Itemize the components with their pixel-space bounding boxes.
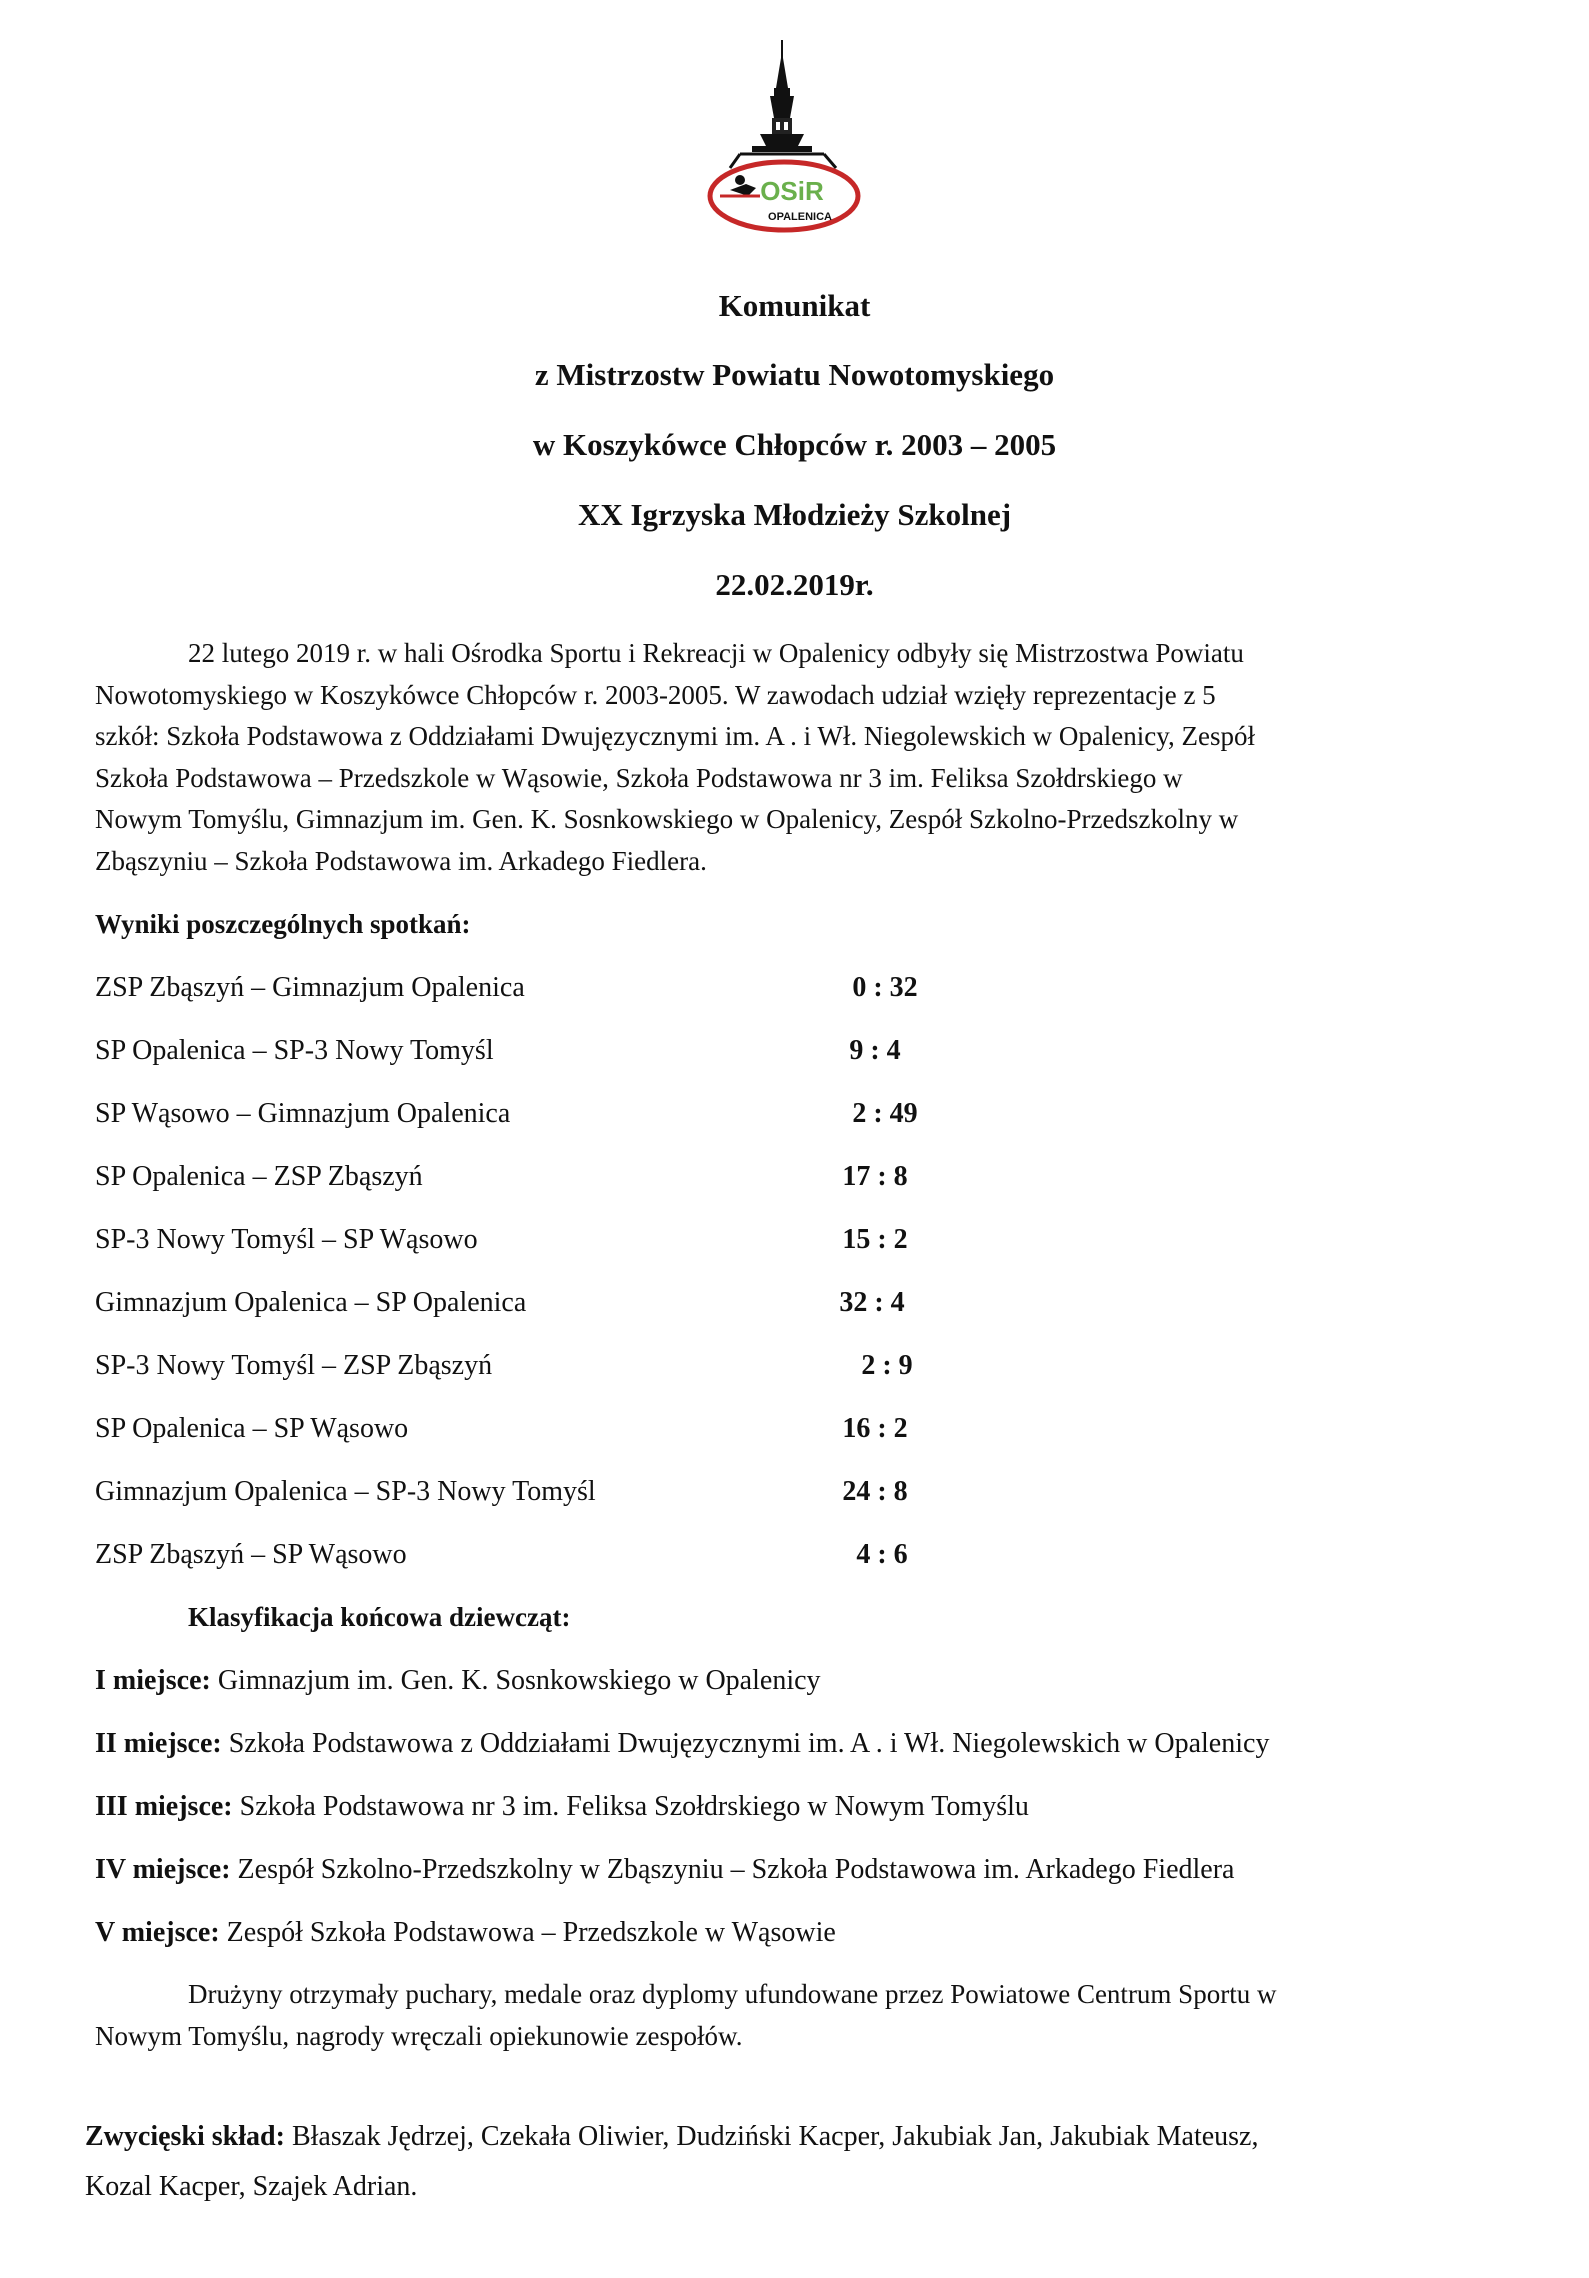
match-name: SP-3 Nowy Tomyśl – ZSP Zbąszyń	[95, 1350, 493, 1381]
intro-paragraph	[95, 633, 1495, 882]
intro-line-6: Zbąszyniu – Szkoła Podstawowa im. Arkadego Fiedlera.	[95, 845, 707, 876]
place-row	[95, 1722, 1515, 1766]
place-row	[95, 1911, 1515, 1955]
closing-line-2: Nowym Tomyślu, nagrody wręczali opiekunowie zespołów.	[95, 2020, 743, 2051]
place-team: Zespół Szkoła Podstawowa – Przedszkole w Wąsowie	[226, 1917, 836, 1948]
winners-line-2: Kozal Kacper, Szajek Adrian.	[85, 2171, 418, 2202]
title-line-4: XX Igrzyska Młodzieży Szkolnej	[577, 497, 1012, 532]
place-row	[95, 1659, 1515, 1703]
title-line-3: w Koszykówce Chłopców r. 2003 – 2005	[532, 427, 1057, 462]
winners-label: Zwycięski skład:	[85, 2121, 285, 2152]
place-label: I miejsce:	[95, 1665, 211, 1696]
match-name: SP Opalenica – SP Wąsowo	[95, 1413, 409, 1444]
place-label: II miejsce:	[95, 1728, 222, 1759]
match-score: 16 : 2	[842, 1413, 908, 1444]
match-score: 17 : 8	[842, 1161, 908, 1192]
place-team: Zespół Szkolno-Przedszkolny w Zbąszyniu – Szkoła Podstawowa im. Arkadego Fiedlera	[237, 1854, 1235, 1885]
place-label: IV miejsce:	[95, 1854, 231, 1885]
match-row	[95, 1281, 905, 1325]
place-row	[95, 1785, 1515, 1829]
winners-line-1: Zwycięski skład: Błaszak Jędrzej, Czekała Oliwier, Dudziński Kacper, Jakubiak Jan, Jakubiak Mateusz,	[85, 2121, 1259, 2152]
results-heading: Wyniki poszczególnych spotkań:	[95, 909, 471, 939]
match-score: 15 : 2	[842, 1224, 908, 1255]
match-score: 32 : 4	[839, 1287, 905, 1318]
match-row	[95, 1092, 918, 1136]
place-label: V miejsce:	[95, 1917, 220, 1948]
match-row	[95, 1470, 908, 1514]
match-name: SP Wąsowo – Gimnazjum Opalenica	[95, 1098, 511, 1129]
match-score: 2 : 49	[852, 1098, 918, 1129]
classification-heading: Klasyfikacja końcowa dziewcząt:	[188, 1602, 571, 1632]
match-row	[95, 1344, 913, 1388]
match-row	[95, 1029, 901, 1073]
match-name: SP-3 Nowy Tomyśl – SP Wąsowo	[95, 1224, 478, 1255]
intro-line-4: Szkoła Podstawowa – Przedszkole w Wąsowie, Szkoła Podstawowa nr 3 im. Feliksa Szołdrskiego w	[95, 762, 1183, 793]
winners-paragraph	[85, 2112, 1505, 2212]
match-score: 2 : 9	[861, 1350, 913, 1381]
osir-logo	[700, 38, 870, 238]
match-row	[95, 1218, 908, 1262]
match-score: 0 : 32	[852, 972, 918, 1003]
place-row	[95, 1848, 1515, 1892]
logo-subtext: OPALENICA	[768, 211, 832, 223]
closing-line-1: Drużyny otrzymały puchary, medale oraz dyplomy ufundowane przez Powiatowe Centrum Sportu w	[188, 1979, 1277, 2009]
match-name: ZSP Zbąszyń – Gimnazjum Opalenica	[95, 972, 525, 1003]
match-name: ZSP Zbąszyń – SP Wąsowo	[95, 1539, 407, 1570]
closing-paragraph	[95, 1974, 1495, 2057]
place-team: Gimnazjum im. Gen. K. Sosnkowskiego w Opalenicy	[217, 1665, 821, 1696]
title-line-5: 22.02.2019r.	[715, 567, 874, 602]
logo-text: OSiR	[760, 176, 824, 206]
match-row	[95, 1155, 908, 1199]
match-row	[95, 1407, 908, 1451]
match-score: 9 : 4	[849, 1035, 901, 1066]
intro-line-1: 22 lutego 2019 r. w hali Ośrodka Sportu i Rekreacji w Opalenicy odbyły się Mistrzostwa Powiatu	[188, 638, 1244, 668]
match-score: 4 : 6	[856, 1539, 908, 1570]
place-team: Szkoła Podstawowa z Oddziałami Dwujęzycznymi im. A . i Wł. Niegolewskich w Opalenicy	[228, 1728, 1270, 1759]
intro-line-3: szkół: Szkoła Podstawowa z Oddziałami Dwujęzycznymi im. A . i Wł. Niegolewskich w Opalenicy, Zespół	[95, 721, 1256, 751]
match-row	[95, 966, 918, 1010]
place-team: Szkoła Podstawowa nr 3 im. Feliksa Szołdrskiego w Nowym Tomyślu	[239, 1791, 1029, 1822]
title-line-2: z Mistrzostw Powiatu Nowotomyskiego	[534, 357, 1055, 392]
intro-line-2: Nowotomyskiego w Koszykówce Chłopców r. 2003-2005. W zawodach udział wzięły reprezentacje z 5	[95, 679, 1216, 710]
match-row	[95, 1533, 908, 1577]
match-score: 24 : 8	[842, 1476, 908, 1507]
place-label: III miejsce:	[95, 1791, 233, 1822]
match-name: SP Opalenica – SP-3 Nowy Tomyśl	[95, 1035, 494, 1066]
intro-line-5: Nowym Tomyślu, Gimnazjum im. Gen. K. Sosnkowskiego w Opalenicy, Zespół Szkolno-Przedszkolny w	[95, 804, 1239, 834]
match-name: Gimnazjum Opalenica – SP Opalenica	[95, 1287, 527, 1318]
match-name: Gimnazjum Opalenica – SP-3 Nowy Tomyśl	[95, 1476, 596, 1507]
match-name: SP Opalenica – ZSP Zbąszyń	[95, 1161, 423, 1192]
title-line-1: Komunikat	[718, 288, 871, 323]
